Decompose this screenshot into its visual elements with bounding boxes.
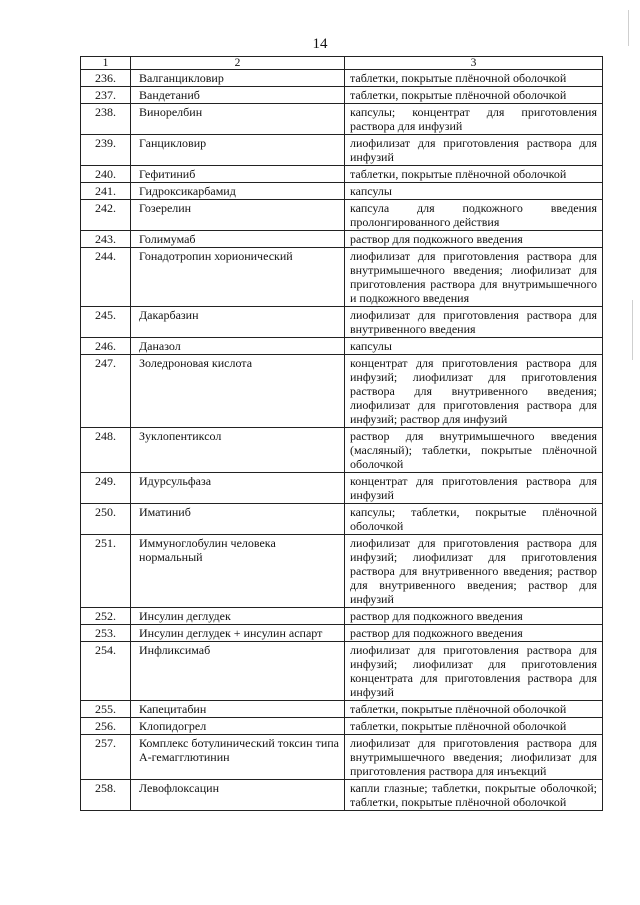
table-row	[81, 231, 603, 248]
row-number: 257.	[81, 735, 131, 780]
table-row	[81, 701, 603, 718]
dosage-form: таблетки, покрытые плёночной оболочкой	[345, 87, 603, 104]
dosage-form: раствор для подкожного введения	[345, 231, 603, 248]
dosage-form: лиофилизат для приготовления раствора для инфузий; лиофилизат для приготовления концентрата для приготовления раствора для инфузий	[345, 642, 603, 701]
dosage-form: таблетки, покрытые плёночной оболочкой	[345, 701, 603, 718]
table-row	[81, 104, 603, 135]
drug-name: Дакарбазин	[131, 307, 345, 338]
row-number: 248.	[81, 428, 131, 473]
dosage-form: капсулы	[345, 338, 603, 355]
table-row	[81, 718, 603, 735]
row-number: 245.	[81, 307, 131, 338]
drug-name: Капецитабин	[131, 701, 345, 718]
dosage-form: концентрат для приготовления раствора для инфузий; лиофилизат для приготовления раствора для внутривенного введения; лиофилизат для приготовления раствора для инфузий; раствор для инфузий	[345, 355, 603, 428]
drug-name: Даназол	[131, 338, 345, 355]
drug-name: Гозерелин	[131, 200, 345, 231]
drug-name: Инсулин деглудек	[131, 608, 345, 625]
scan-artifact	[628, 10, 629, 46]
drug-name: Иммуноглобулин человека нормальный	[131, 535, 345, 608]
table-row	[81, 166, 603, 183]
table-row	[81, 473, 603, 504]
table-row	[81, 504, 603, 535]
table-row	[81, 248, 603, 307]
table-row	[81, 428, 603, 473]
table-header-row	[81, 57, 603, 70]
dosage-form: лиофилизат для приготовления раствора для инфузий; лиофилизат для приготовления раствора для внутривенного введения; раствор для внутривенного введения; раствор для инфузий	[345, 535, 603, 608]
drug-table	[80, 56, 603, 811]
table-body	[81, 57, 603, 811]
drug-name: Ганцикловир	[131, 135, 345, 166]
dosage-form: раствор для внутримышечного введения (масляный); таблетки, покрытые плёночной оболочкой	[345, 428, 603, 473]
drug-name: Инфликсимаб	[131, 642, 345, 701]
row-number: 252.	[81, 608, 131, 625]
dosage-form: лиофилизат для приготовления раствора для внутримышечного введения; лиофилизат для приготовления раствора для внутримышечного и подкожного введения	[345, 248, 603, 307]
drug-name: Гефитиниб	[131, 166, 345, 183]
dosage-form: таблетки, покрытые плёночной оболочкой	[345, 70, 603, 87]
drug-name: Зуклопентиксол	[131, 428, 345, 473]
table-row	[81, 135, 603, 166]
drug-name: Инсулин деглудек + инсулин аспарт	[131, 625, 345, 642]
row-number: 254.	[81, 642, 131, 701]
drug-name: Клопидогрел	[131, 718, 345, 735]
row-number: 236.	[81, 70, 131, 87]
row-number: 250.	[81, 504, 131, 535]
row-number: 239.	[81, 135, 131, 166]
table-row	[81, 625, 603, 642]
row-number: 244.	[81, 248, 131, 307]
row-number: 247.	[81, 355, 131, 428]
drug-name: Вандетаниб	[131, 87, 345, 104]
row-number: 253.	[81, 625, 131, 642]
table-row	[81, 200, 603, 231]
row-number: 249.	[81, 473, 131, 504]
column-header-name: 2	[131, 57, 345, 70]
dosage-form: капсула для подкожного введения пролонгированного действия	[345, 200, 603, 231]
dosage-form: раствор для подкожного введения	[345, 608, 603, 625]
dosage-form: лиофилизат для приготовления раствора для внутримышечного введения; лиофилизат для приготовления раствора для инъекций	[345, 735, 603, 780]
drug-name: Комплекс ботулинический токсин типа А-гемагглютинин	[131, 735, 345, 780]
table-row	[81, 608, 603, 625]
dosage-form: лиофилизат для приготовления раствора для внутривенного введения	[345, 307, 603, 338]
table-row	[81, 780, 603, 811]
row-number: 240.	[81, 166, 131, 183]
drug-name: Гидроксикарбамид	[131, 183, 345, 200]
row-number: 251.	[81, 535, 131, 608]
drug-name: Валганцикловир	[131, 70, 345, 87]
drug-name: Гонадотропин хорионический	[131, 248, 345, 307]
row-number: 238.	[81, 104, 131, 135]
page-number: 14	[312, 36, 328, 52]
table-row	[81, 355, 603, 428]
dosage-form: лиофилизат для приготовления раствора для инфузий	[345, 135, 603, 166]
table-row	[81, 307, 603, 338]
table-row	[81, 183, 603, 200]
dosage-form: раствор для подкожного введения	[345, 625, 603, 642]
column-header-number: 1	[81, 57, 131, 70]
drug-name: Иматиниб	[131, 504, 345, 535]
table-row	[81, 735, 603, 780]
row-number: 258.	[81, 780, 131, 811]
drug-name: Идурсульфаза	[131, 473, 345, 504]
dosage-form: таблетки, покрытые плёночной оболочкой	[345, 166, 603, 183]
row-number: 237.	[81, 87, 131, 104]
drug-name: Золедроновая кислота	[131, 355, 345, 428]
drug-name: Левофлоксацин	[131, 780, 345, 811]
row-number: 241.	[81, 183, 131, 200]
dosage-form: таблетки, покрытые плёночной оболочкой	[345, 718, 603, 735]
row-number: 242.	[81, 200, 131, 231]
dosage-form: капсулы; концентрат для приготовления раствора для инфузий	[345, 104, 603, 135]
row-number: 243.	[81, 231, 131, 248]
drug-name: Винорелбин	[131, 104, 345, 135]
table-row	[81, 338, 603, 355]
table-row	[81, 642, 603, 701]
scan-artifact	[632, 300, 633, 360]
table-row	[81, 70, 603, 87]
row-number: 255.	[81, 701, 131, 718]
column-header-form: 3	[345, 57, 603, 70]
dosage-form: концентрат для приготовления раствора для инфузий	[345, 473, 603, 504]
table-row	[81, 535, 603, 608]
drug-name: Голимумаб	[131, 231, 345, 248]
row-number: 256.	[81, 718, 131, 735]
table-row	[81, 87, 603, 104]
dosage-form: капсулы	[345, 183, 603, 200]
row-number: 246.	[81, 338, 131, 355]
dosage-form: капли глазные; таблетки, покрытые оболочкой; таблетки, покрытые плёночной оболочкой	[345, 780, 603, 811]
dosage-form: капсулы; таблетки, покрытые плёночной оболочкой	[345, 504, 603, 535]
